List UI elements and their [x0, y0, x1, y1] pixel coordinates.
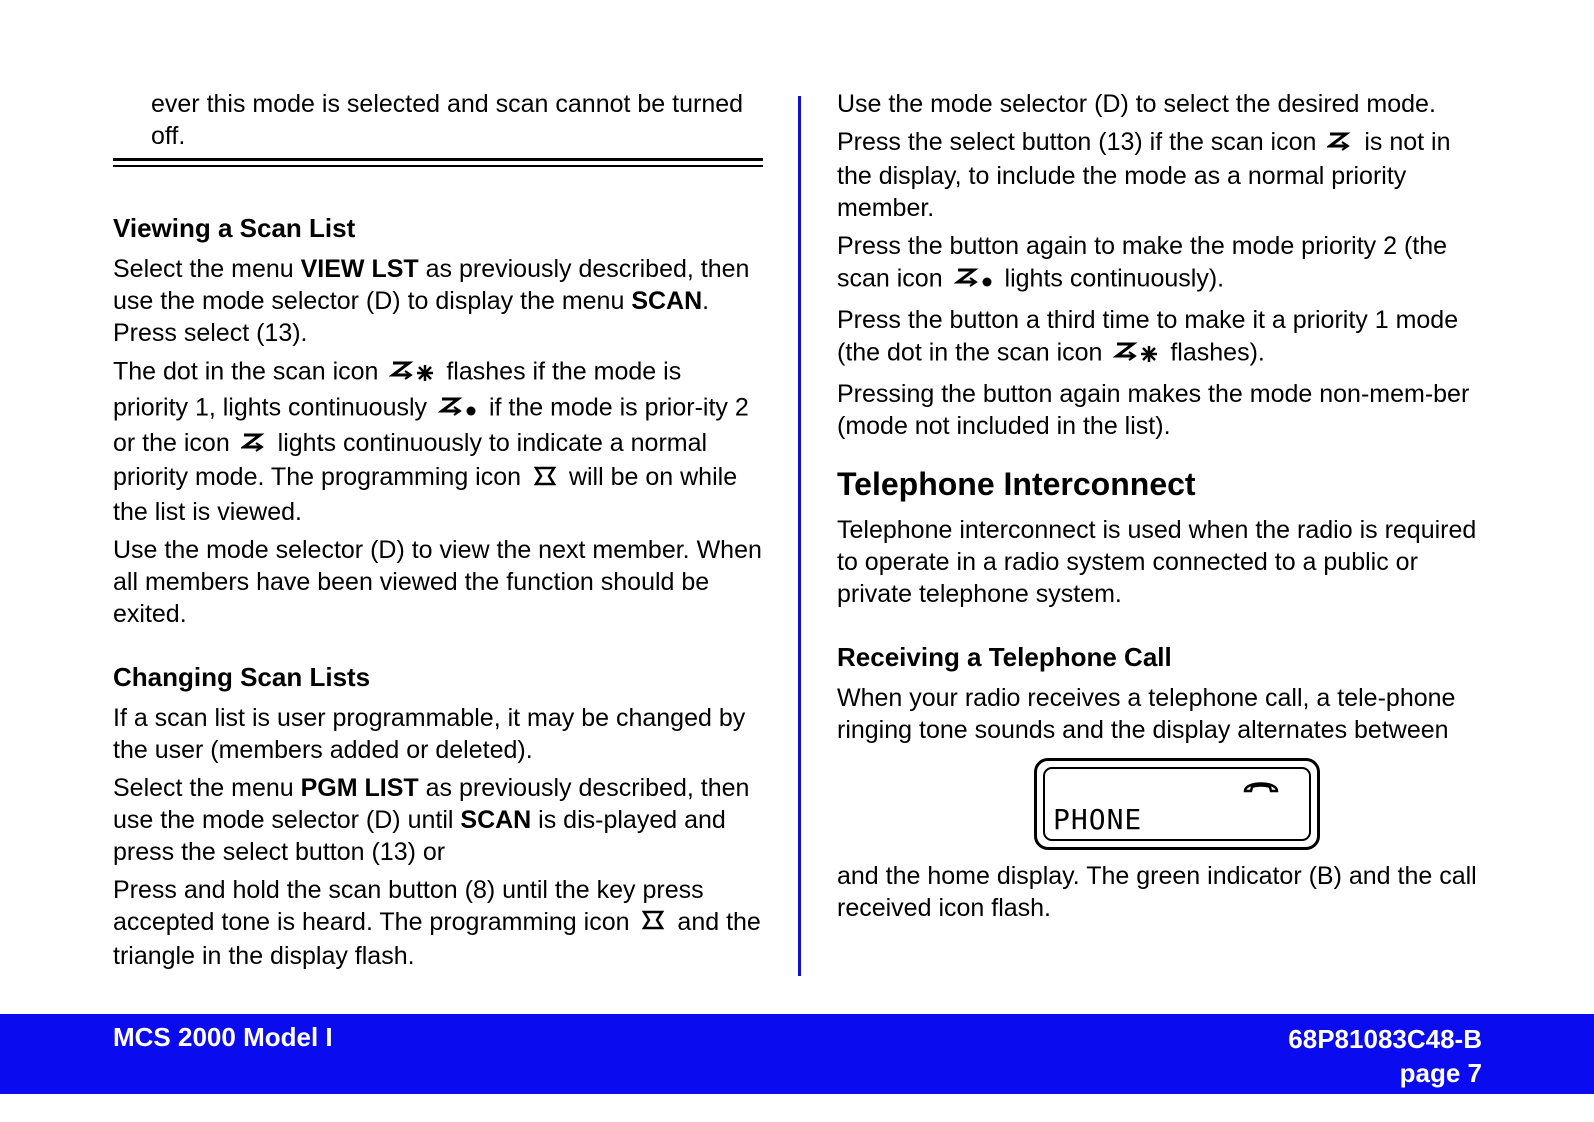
heading-telephone-interconnect: Telephone Interconnect: [837, 466, 1196, 503]
left-column: [113, 88, 763, 978]
changing-paragraph-1: If a scan list is user programmable, it may be changed by the user (members added or deleted).: [113, 703, 746, 764]
column-divider: [798, 96, 801, 976]
display-text: PHONE: [1053, 803, 1143, 837]
scan-priority1-icon: [1113, 336, 1159, 372]
footer-doc-number: 68P81083C48-B: [1288, 1024, 1482, 1054]
scan-priority2-icon: [954, 262, 994, 298]
right-paragraph-1: Use the mode selector (D) to select the desired mode.: [837, 90, 1436, 118]
phone-handset-icon: [1241, 777, 1281, 800]
scan-priority1-icon: [389, 355, 435, 391]
radio-display: [1034, 758, 1320, 850]
footer-page-number: page 7: [1399, 1058, 1482, 1088]
footer-model: MCS 2000 Model I: [113, 1022, 333, 1052]
display-illustration-wrap: [837, 758, 1487, 850]
programming-icon: [640, 906, 666, 940]
heading-viewing-scan-list: Viewing a Scan List: [113, 213, 356, 243]
right-paragraph-2: Press the select button (13) if the scan icon is not in the display, to include the mode as a normal priority member.: [837, 128, 1451, 223]
scan-icon: [1327, 126, 1353, 160]
heading-changing-scan-lists: Changing Scan Lists: [113, 661, 371, 692]
scan-priority2-icon: [438, 391, 478, 427]
continued-text: ever this mode is selected and scan cannot be turned off.: [151, 90, 744, 150]
telephone-paragraph-1: Telephone interconnect is used when the radio is required to operate in a radio system connected to a public or private telephone system.: [837, 516, 1477, 609]
right-paragraph-5: Pressing the button again makes the mode non-mem-ber (mode not included in the list).: [837, 380, 1470, 441]
viewing-paragraph-2: The dot in the scan icon flashes if the mode is priority 1, lights continuously if the mode is prior-ity 2 or the icon lights continuously to indicate a normal priority mode. The programming icon will be on while the list is viewed.: [113, 355, 763, 528]
programming-icon: [532, 462, 558, 496]
right-paragraph-4: Press the button a third time to make it a priority 1 mode (the dot in the scan icon flashes).: [837, 304, 1487, 372]
viewing-paragraph-3: Use the mode selector (D) to view the next member. When all members have been viewed the function should be exited.: [113, 535, 762, 628]
viewing-paragraph-1: Select the menu VIEW LST as previously described, then use the mode selector (D) to display the menu SCAN. Press select (13).: [113, 255, 750, 347]
section-rule: [113, 158, 763, 167]
scan-icon: [241, 427, 267, 461]
footer-right: [1288, 1022, 1482, 1090]
right-paragraph-3: Press the button again to make the mode priority 2 (the scan icon lights continuously).: [837, 230, 1487, 298]
footer-bar: [0, 1014, 1594, 1094]
right-column: [837, 88, 1487, 930]
telephone-paragraph-3: and the home display. The green indicator (B) and the call received icon flash.: [837, 862, 1477, 923]
telephone-paragraph-2: When your radio receives a telephone call, a tele-phone ringing tone sounds and the display alternates between: [837, 684, 1456, 745]
heading-receiving-call: Receiving a Telephone Call: [837, 642, 1172, 673]
changing-paragraph-2: Select the menu PGM LIST as previously described, then use the mode selector (D) until SCAN is dis-played and press the select button (13) or: [113, 773, 750, 866]
changing-paragraph-3: Press and hold the scan button (8) until the key press accepted tone is heard. The programming icon and the triangle in the display flash.: [113, 875, 761, 971]
